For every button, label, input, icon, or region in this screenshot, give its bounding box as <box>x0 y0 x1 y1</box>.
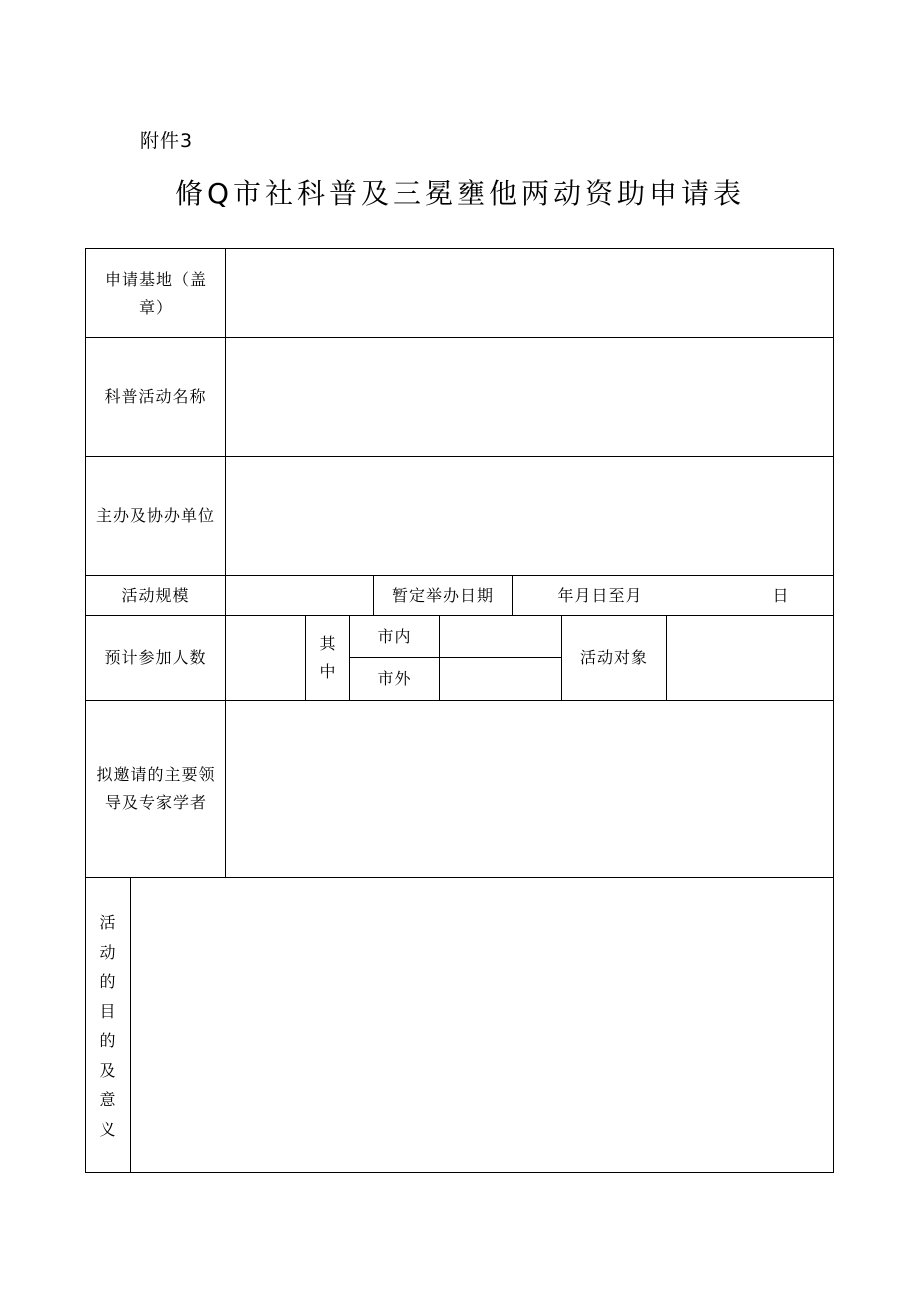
tentative-date-label: 暂定举办日期 <box>391 585 494 605</box>
applicant-base-label: 申请基地（盖章） <box>104 270 207 317</box>
table-border-right <box>833 248 834 1173</box>
activity-name-label: 科普活动名称 <box>104 387 207 406</box>
among-them-label: 其中 <box>319 634 337 681</box>
purpose-label: 活动的目的及意义 <box>99 913 117 1139</box>
date-format-label: 年月日至月 <box>557 585 643 605</box>
out-city-count-field[interactable] <box>440 658 561 700</box>
invited-guests-label: 拟邀请的主要领导及专家学者 <box>96 765 216 812</box>
activity-scale-field[interactable] <box>226 576 373 615</box>
expected-participants-label: 预计参加人数 <box>104 648 207 667</box>
date-start-field[interactable] <box>513 576 653 615</box>
attachment-label: 附件3 <box>140 130 194 152</box>
activity-scale-label: 活动规模 <box>121 585 190 605</box>
in-city-label: 市内 <box>377 626 412 646</box>
organizers-label: 主办及协办单位 <box>95 506 215 525</box>
organizers-field[interactable] <box>226 457 833 575</box>
in-city-count-field[interactable] <box>440 616 561 657</box>
date-day-label: 日 <box>772 585 790 605</box>
activity-name-field[interactable] <box>226 338 833 456</box>
form-title: 脩Q市社科普及三冕壅他两动资助申请表 <box>174 177 746 210</box>
invited-guests-field[interactable] <box>226 701 833 877</box>
participants-total-field[interactable] <box>226 616 305 700</box>
purpose-field[interactable] <box>131 878 833 1172</box>
target-audience-field[interactable] <box>667 616 833 700</box>
target-audience-label: 活动对象 <box>579 648 648 667</box>
applicant-base-field[interactable] <box>226 249 833 337</box>
out-city-label: 市外 <box>377 669 412 688</box>
date-end-field[interactable] <box>653 576 768 615</box>
table-col-divider <box>305 615 306 701</box>
table-border-bottom <box>85 1172 834 1173</box>
